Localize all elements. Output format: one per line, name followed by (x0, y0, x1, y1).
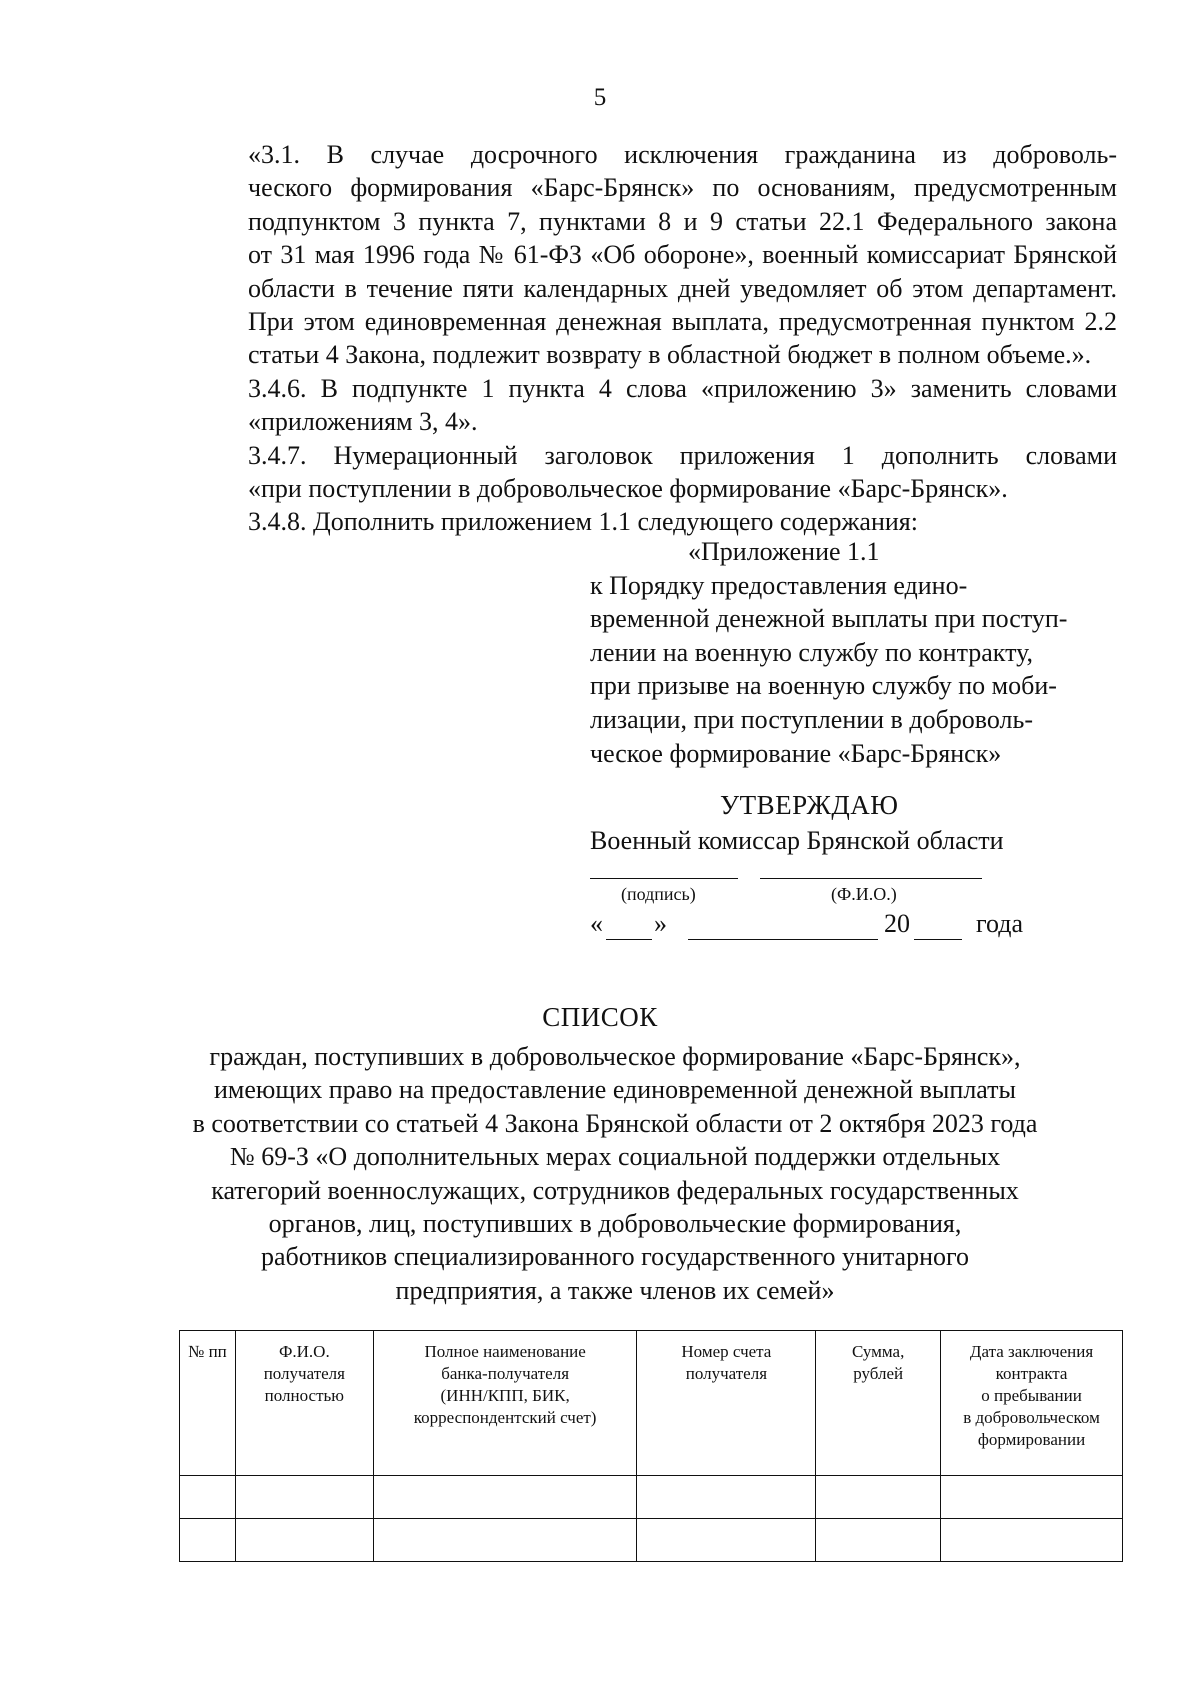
table-header-row (180, 1331, 1123, 1476)
header-text-line: Дата заключения (969, 1342, 1094, 1361)
paragraph-3-1 (180, 138, 1117, 372)
text-line: области в течение пяти календарных дней уведомляет об этом департамент. (248, 273, 1117, 303)
header-account (637, 1331, 816, 1476)
subtitle-line: категорий военнослужащих, сотрудников федеральных государственных (211, 1175, 1019, 1205)
header-text-line: получателя (685, 1364, 768, 1383)
header-bank (373, 1331, 637, 1476)
recipients-table (179, 1330, 1123, 1562)
year-prefix: 20 (884, 909, 910, 938)
header-text-line: корреспондентский счет) (413, 1408, 597, 1427)
appendix-title: «Приложение 1.1 (688, 537, 880, 566)
table-cell (180, 1476, 236, 1519)
subtitle-line: органов, лиц, поступивших в добровольческие формирования, (268, 1209, 962, 1239)
header-number (180, 1331, 236, 1476)
header-text-line: Сумма, (851, 1342, 905, 1361)
table-cell (637, 1476, 816, 1519)
appendix-line: временной денежной выплаты при поступ- (590, 604, 1068, 634)
table-cell (941, 1519, 1123, 1562)
table-cell (235, 1476, 373, 1519)
header-text-line: получателя (263, 1364, 345, 1383)
header-amount (816, 1331, 941, 1476)
header-text-line: рублей (853, 1364, 904, 1383)
header-text-line: банка-получателя (441, 1364, 570, 1383)
table-cell (373, 1476, 637, 1519)
paragraph-3-4-6 (180, 372, 1117, 439)
page-number: 5 (593, 84, 607, 111)
table-row (180, 1519, 1123, 1562)
text-line: ческого формирования «Барс-Брянск» по основаниям, предусмотренным (248, 173, 1117, 203)
table-cell (816, 1519, 941, 1562)
header-text-line: Ф.И.О. (278, 1342, 330, 1361)
date-open-quote: « (590, 909, 603, 938)
approval-position: Военный комиссар Брянской области (590, 826, 1004, 855)
date-close-quote: » (654, 909, 667, 938)
day-blank (606, 939, 652, 940)
text-line: «приложениям 3, 4». (248, 407, 478, 437)
appendix-line: лении на военную службу по контракту, (590, 637, 1034, 667)
header-text-line: (ИНН/КПП, БИК, (440, 1386, 570, 1405)
list-subtitle (150, 1040, 1080, 1307)
table-cell (637, 1519, 816, 1562)
subtitle-line: № 69-З «О дополнительных мерах социальной поддержки отдельных (229, 1142, 1001, 1172)
approval-title: УТВЕРЖДАЮ (720, 790, 899, 820)
table-cell (816, 1476, 941, 1519)
year-suffix: года (976, 909, 1024, 938)
year-blank (914, 939, 962, 940)
text-line: 3.4.7. Нумерационный заголовок приложения 1 дополнить словами (248, 440, 1117, 470)
text-line: статьи 4 Закона, подлежит возврату в областной бюджет в полном объеме.». (248, 340, 1092, 370)
header-text-line: формировании (977, 1430, 1086, 1449)
approval-date (590, 909, 1090, 943)
text-line: «3.1. В случае досрочного исключения гражданина из доброволь- (248, 140, 1117, 169)
subtitle-line: работников специализированного государственного унитарного (260, 1242, 970, 1272)
table-cell (941, 1476, 1123, 1519)
table-body (180, 1476, 1123, 1562)
subtitle-line: имеющих право на предоставление единовременной денежной выплаты (214, 1075, 1016, 1105)
month-blank (688, 939, 878, 940)
appendix-header (590, 535, 1130, 770)
name-line (760, 878, 982, 879)
header-text-line: Полное наименование (424, 1342, 586, 1361)
appendix-line: лизации, при поступлении в доброволь- (590, 704, 1034, 734)
paragraph-3-4-7 (180, 439, 1117, 506)
text-line: 3.4.8. Дополнить приложением 1.1 следующего содержания: (248, 507, 918, 537)
appendix-line: при призыве на военную службу по моби- (590, 671, 1057, 701)
appendix-line: к Порядку предоставления едино- (590, 570, 968, 600)
subtitle-line: предприятия, а также членов их семей» (395, 1275, 835, 1305)
paragraph-3-4-8 (180, 505, 1117, 538)
text-line: «при поступлении в добровольческое формирование «Барс-Брянск». (248, 474, 1008, 504)
text-line: 3.4.6. В подпункте 1 пункта 4 слова «приложению 3» заменить словами (248, 373, 1117, 403)
text-line: от 31 мая 1996 года № 61-ФЗ «Об обороне», военный комиссариат Брянской (248, 240, 1117, 270)
header-text-line: в добровольческом (963, 1408, 1100, 1427)
header-contract-date (941, 1331, 1123, 1476)
header-text-line: Номер счета (681, 1342, 772, 1361)
table-row (180, 1476, 1123, 1519)
text-line: подпунктом 3 пункта 7, пунктами 8 и 9 статьи 22.1 Федерального закона (248, 206, 1117, 236)
signature-line (590, 878, 738, 879)
header-text-line: о пребывании (981, 1386, 1082, 1405)
subtitle-line: граждан, поступивших в добровольческое формирование «Барс-Брянск», (209, 1042, 1021, 1071)
header-full-name (235, 1331, 373, 1476)
table-cell (235, 1519, 373, 1562)
subtitle-line: в соответствии со статьей 4 Закона Брянской области от 2 октября 2023 года (192, 1108, 1038, 1138)
header-text-line: № пп (188, 1342, 227, 1361)
amendment-text (180, 138, 1117, 539)
appendix-line: ческое формирование «Барс-Брянск» (590, 738, 1002, 768)
text-line: При этом единовременная денежная выплата, предусмотренная пунктом 2.2 (248, 307, 1117, 337)
table-cell (180, 1519, 236, 1562)
header-text-line: полностью (264, 1386, 344, 1405)
header-text-line: контракта (995, 1364, 1068, 1383)
name-caption: (Ф.И.О.) (831, 884, 897, 904)
table-cell (373, 1519, 637, 1562)
list-title: СПИСОК (542, 1002, 658, 1032)
signature-caption: (подпись) (621, 884, 696, 904)
